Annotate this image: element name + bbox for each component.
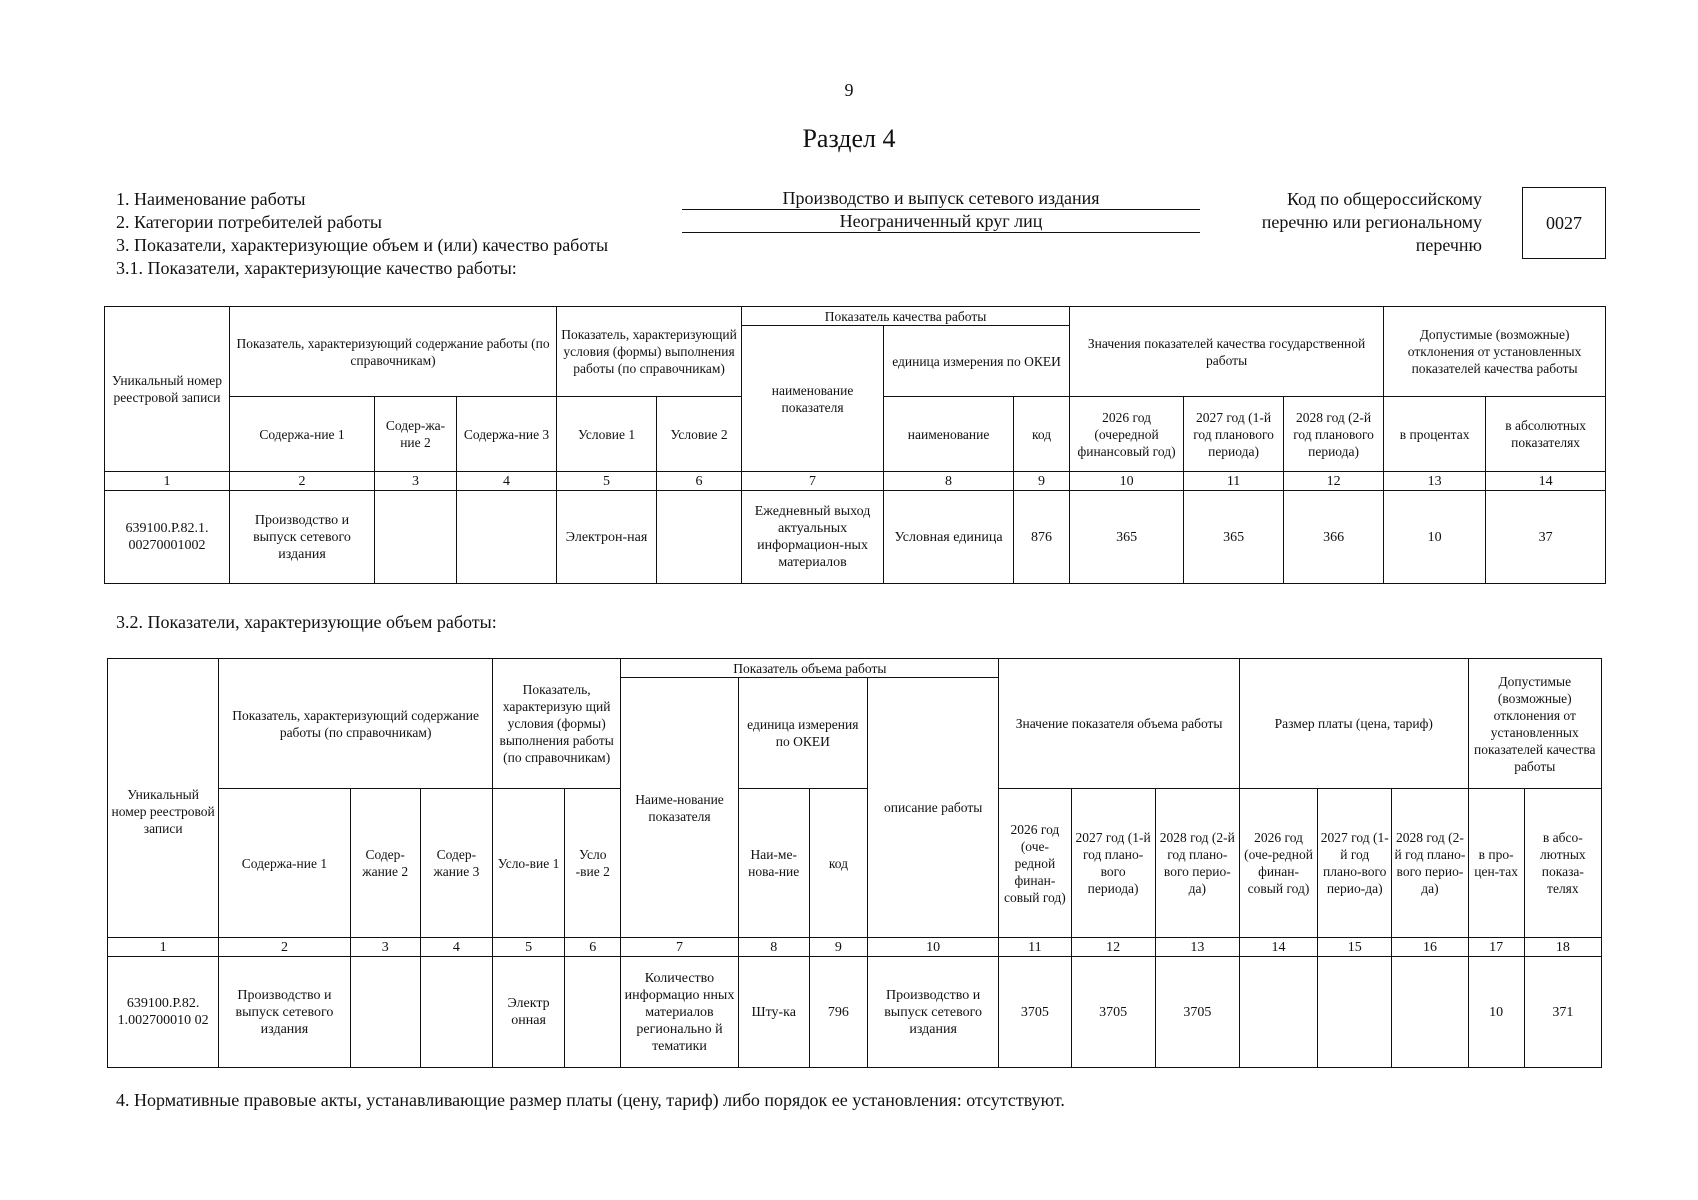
column-number: 5 [493,938,565,957]
column-number: 10 [1070,472,1184,491]
column-numbers-row [105,472,1606,491]
header-content-1: Содержа-ние 1 [230,397,375,472]
registry-code-label [1202,188,1482,257]
column-number: 3 [375,472,457,491]
cell-unit-name: Шту-ка [738,957,809,1068]
cell-content-1: Производство и выпуск сетевого издания [230,491,375,584]
cell-condition-2 [657,491,742,584]
cell-fee-2027 [1318,957,1392,1068]
cell-deviation-absolute: 371 [1524,957,1601,1068]
column-number: 11 [999,938,1071,957]
quality-indicators-table [104,306,1606,584]
cell-condition-1: Электр онная [493,957,565,1068]
cell-indicator-name: Количество информацио нных материалов регионально й тематики [621,957,738,1068]
column-number: 15 [1318,938,1392,957]
header-percent: в процентах [1384,397,1486,472]
header-indicator-name: наименование показателя [742,326,884,472]
header-content-group: Показатель, характеризующий содержание работы (по справочникам) [230,307,557,397]
header-volume-group: Показатель объема работы [621,659,999,678]
header-content-2: Содер-жа-ние 2 [375,397,457,472]
cell-value-2028: 3705 [1155,957,1239,1068]
cell-description: Производство и выпуск сетевого издания [867,957,998,1068]
column-number: 3 [350,938,420,957]
header-unique-number: Уникальный номер реестровой записи [108,659,219,938]
header-fee-2026: 2026 год (оче-редной финан-совый год) [1239,789,1317,938]
header-content-group: Показатель, характеризующий содержание работы (по справочникам) [219,659,493,789]
column-number: 9 [1014,472,1070,491]
header-absolute: в абсо-лютных показа-телях [1524,789,1601,938]
column-number: 14 [1239,938,1317,957]
cell-content-1: Производство и выпуск сетевого издания [219,957,350,1068]
table-row [105,491,1606,584]
header-value-2027: 2027 год (1-й год плано-вого периода) [1071,789,1155,938]
header-value-2026: 2026 год (оче-редной финан-совый год) [999,789,1071,938]
header-values-group: Значения показателей качества государственной работы [1070,307,1384,397]
page-number: 9 [844,80,854,100]
column-number: 13 [1384,472,1486,491]
column-number: 2 [230,472,375,491]
header-content-3: Содер-жание 3 [420,789,492,938]
column-number: 8 [884,472,1014,491]
quality-indicators-heading: 3.1. Показатели, характеризующие качество работы: [116,258,517,278]
column-number: 2 [219,938,350,957]
header-absolute: в абсолютных показателях [1486,397,1606,472]
section-title: Раздел 4 [802,124,896,153]
cell-fee-2026 [1239,957,1317,1068]
header-values-group: Значение показателя объема работы [999,659,1240,789]
cell-value-2026: 365 [1070,491,1184,584]
legal-acts-note: 4. Нормативные правовые акты, устанавливающие размер платы (цену, тариф) либо порядок ее установления: отсутствуют. [116,1090,1065,1110]
header-fee-2027: 2027 год (1-й год плано-вого перио-да) [1318,789,1392,938]
volume-indicators-table [107,658,1602,1068]
header-condition-2: Усло -вие 2 [565,789,621,938]
registry-code-label-line1: Код по общероссийскому [1287,189,1482,209]
column-number: 10 [867,938,998,957]
column-number: 6 [657,472,742,491]
column-number: 1 [105,472,230,491]
table-row [108,957,1602,1068]
header-unit-code: код [1014,397,1070,472]
registry-code-label-line3: перечню [1415,235,1482,255]
header-condition-1: Условие 1 [557,397,657,472]
cell-deviation-percent: 10 [1468,957,1524,1068]
header-content-1: Содержа-ние 1 [219,789,350,938]
indicators-heading: 3. Показатели, характеризующие объем и (или) качество работы [116,235,609,255]
cell-value-2026: 3705 [999,957,1071,1068]
header-quality-group: Показатель качества работы [742,307,1070,326]
header-fee-2028: 2028 год (2-й год плано-вого перио-да) [1392,789,1468,938]
cell-unit-name: Условная единица [884,491,1014,584]
header-year-2027: 2027 год (1-й год планового периода) [1184,397,1284,472]
column-number: 12 [1071,938,1155,957]
volume-indicators-heading: 3.2. Показатели, характеризующие объем работы: [116,612,497,632]
header-condition-2: Условие 2 [657,397,742,472]
column-number: 18 [1524,938,1601,957]
cell-unique-number: 639100.Р.82.1. 00270001002 [105,491,230,584]
header-fee-group: Размер платы (цена, тариф) [1239,659,1468,789]
cell-deviation-absolute: 37 [1486,491,1606,584]
header-condition-group: Показатель, характеризую щий условия (формы) выполнения работы (по справочникам) [493,659,621,789]
cell-content-3 [420,957,492,1068]
column-number: 4 [420,938,492,957]
cell-fee-2028 [1392,957,1468,1068]
consumer-category-value: Неограниченный круг лиц [682,211,1200,233]
registry-code-label-line2: перечню или региональному [1261,212,1482,232]
column-number: 13 [1155,938,1239,957]
cell-content-2 [350,957,420,1068]
column-number: 6 [565,938,621,957]
column-number: 12 [1284,472,1384,491]
header-unit-okei: единица измерения по ОКЕИ [738,678,867,789]
consumer-category-label: 2. Категории потребителей работы [116,212,382,232]
cell-value-2027: 365 [1184,491,1284,584]
column-number: 4 [457,472,557,491]
cell-condition-1: Электрон-ная [557,491,657,584]
header-unit-name: Наи-ме-нова-ние [738,789,809,938]
cell-unit-code: 876 [1014,491,1070,584]
header-indicator-name: Наиме-нование показателя [621,678,738,938]
cell-unique-number: 639100.Р.82. 1.002700010 02 [108,957,219,1068]
cell-content-2 [375,491,457,584]
header-deviation-group: Допустимые (возможные) отклонения от установленных показателей качества работы [1384,307,1606,397]
column-number: 9 [809,938,867,957]
registry-code-box: 0027 [1522,187,1606,259]
work-name-label: 1. Наименование работы [116,189,306,209]
header-deviation-group: Допустимые (возможные) отклонения от установленных показателей качества работы [1468,659,1601,789]
header-unit-okei: единица измерения по ОКЕИ [884,326,1070,397]
column-number: 11 [1184,472,1284,491]
header-unique-number: Уникальный номер реестровой записи [105,307,230,472]
column-number: 7 [742,472,884,491]
column-number: 16 [1392,938,1468,957]
header-description: описание работы [867,678,998,938]
cell-indicator-name: Ежедневный выход актуальных информацион-ных материалов [742,491,884,584]
header-value-2028: 2028 год (2-й год плано-вого перио-да) [1155,789,1239,938]
column-number: 17 [1468,938,1524,957]
column-number: 7 [621,938,738,957]
header-content-2: Содер-жание 2 [350,789,420,938]
header-content-3: Содержа-ние 3 [457,397,557,472]
cell-unit-code: 796 [809,957,867,1068]
cell-value-2027: 3705 [1071,957,1155,1068]
header-unit-code: код [809,789,867,938]
header-year-2026: 2026 год (очередной финансовый год) [1070,397,1184,472]
header-percent: в про-цен-тах [1468,789,1524,938]
cell-condition-2 [565,957,621,1068]
cell-content-3 [457,491,557,584]
column-numbers-row [108,938,1602,957]
cell-deviation-percent: 10 [1384,491,1486,584]
cell-value-2028: 366 [1284,491,1384,584]
column-number: 8 [738,938,809,957]
header-year-2028: 2028 год (2-й год планового периода) [1284,397,1384,472]
column-number: 5 [557,472,657,491]
column-number: 14 [1486,472,1606,491]
column-number: 1 [108,938,219,957]
header-condition-1: Усло-вие 1 [493,789,565,938]
header-condition-group: Показатель, характеризующий условия (формы) выполнения работы (по справочникам) [557,307,742,397]
header-unit-name: наименование [884,397,1014,472]
work-name-value: Производство и выпуск сетевого издания [682,188,1200,210]
